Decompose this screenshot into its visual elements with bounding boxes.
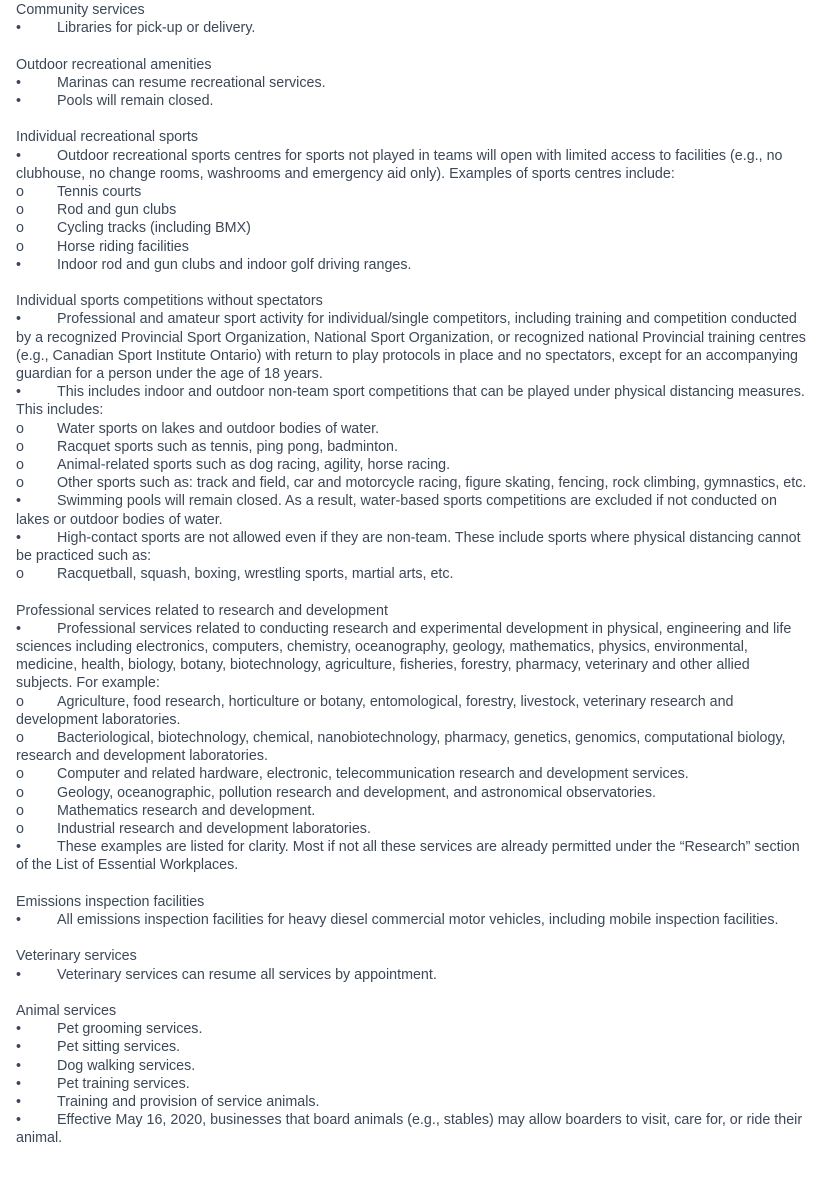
list-item-text: Rod and gun clubs: [57, 202, 177, 219]
list-item: [16, 1093, 809, 1111]
list-item: [16, 19, 809, 37]
list-item: [16, 74, 809, 92]
list-item: [16, 1057, 809, 1075]
bullet-icon: •: [16, 384, 22, 401]
list-item-text: Marinas can resume recreational services.: [57, 74, 326, 91]
section-heading: Emissions inspection facilities: [16, 893, 205, 910]
sub-list-item: [16, 802, 809, 820]
list-item-text: Professional services related to conducting research and experimental development in physical, engineering and life sciences including electronics, computers, chemistry, oceanography, geology, mathematics, physics, environmental, medicine, health, biology, botany, biotechnology, agriculture, fisheries, forestry, pharmacy, veterinary and other allied subjects. For example:: [16, 620, 792, 692]
section: [16, 602, 809, 875]
list-item: [16, 529, 809, 565]
sub-list-item: [16, 183, 809, 201]
circle-bullet-icon: o: [16, 784, 24, 801]
list-item-text: Agriculture, food research, horticulture or botany, entomological, forestry, livestock, veterinary research and development laboratories.: [16, 693, 734, 728]
bullet-icon: •: [16, 966, 22, 983]
circle-bullet-icon: o: [16, 420, 24, 437]
section: [16, 128, 809, 274]
sub-list-item: [16, 565, 809, 583]
list-item: [16, 838, 809, 874]
bullet-icon: •: [16, 912, 22, 929]
bullet-icon: •: [16, 1075, 22, 1092]
section-heading: Outdoor recreational amenities: [16, 56, 212, 73]
list-item-text: Animal-related sports such as dog racing, agility, horse racing.: [57, 457, 451, 474]
bullet-icon: •: [16, 311, 22, 328]
list-item-text: Pet grooming services.: [57, 1021, 203, 1038]
list-item-text: Racquetball, squash, boxing, wrestling sports, martial arts, etc.: [57, 566, 454, 583]
list-item-text: Professional and amateur sport activity for individual/single competitors, including training and competition conducted by a recognized Provincial Sport Organization, National Sport Organization, or recognized national Provincial training centres (e.g., Canadian Sport Institute Ontario) with return to play protocols in place and no spectators, except for an accompanying guardian for a person under the age of 18 years.: [16, 311, 806, 383]
bullet-icon: •: [16, 1112, 22, 1129]
sub-list-item: [16, 693, 809, 729]
list-item-text: Industrial research and development laboratories.: [57, 821, 371, 838]
bullet-icon: •: [16, 74, 22, 91]
list-item-text: Geology, oceanographic, pollution research and development, and astronomical observatories.: [57, 784, 656, 801]
section: [16, 292, 809, 583]
section-heading: Professional services related to research and development: [16, 602, 388, 619]
list-item-text: Dog walking services.: [57, 1057, 196, 1074]
list-item: [16, 1075, 809, 1093]
section-heading: Veterinary services: [16, 948, 137, 965]
circle-bullet-icon: o: [16, 730, 24, 747]
section-heading: Individual recreational sports: [16, 129, 198, 146]
list-item: [16, 1038, 809, 1056]
list-item: [16, 1020, 809, 1038]
list-item-text: Libraries for pick-up or delivery.: [57, 20, 256, 37]
sub-list-item: [16, 729, 809, 765]
bullet-icon: •: [16, 93, 22, 109]
circle-bullet-icon: o: [16, 184, 24, 200]
circle-bullet-icon: o: [16, 202, 24, 219]
circle-bullet-icon: o: [16, 821, 24, 838]
list-item-text: Water sports on lakes and outdoor bodies of water.: [57, 420, 380, 437]
circle-bullet-icon: o: [16, 238, 24, 255]
list-item-text: Computer and related hardware, electronic, telecommunication research and development services.: [57, 766, 689, 783]
list-item: [16, 310, 809, 383]
circle-bullet-icon: o: [16, 475, 24, 492]
circle-bullet-icon: o: [16, 566, 24, 583]
list-item-text: These examples are listed for clarity. Most if not all these services are already permitted under the “Research” section of the List of Essential Workplaces.: [16, 839, 800, 874]
bullet-icon: •: [16, 839, 22, 856]
list-item: [16, 1111, 809, 1147]
list-item: [16, 966, 809, 984]
list-item: [16, 256, 809, 274]
list-item-text: Horse riding facilities: [57, 238, 189, 255]
circle-bullet-icon: o: [16, 438, 24, 455]
section-heading: Individual sports competitions without spectators: [16, 293, 323, 310]
list-item-text: Veterinary services can resume all services by appointment.: [57, 966, 437, 983]
circle-bullet-icon: o: [16, 802, 24, 819]
bullet-icon: •: [16, 1039, 22, 1056]
list-item: [16, 620, 809, 693]
list-item-text: Outdoor recreational sports centres for sports not played in teams will open with limited access to facilities (e.g., no clubhouse, no change rooms, washrooms and emergency aid only). Examples of sports centres include:: [16, 147, 783, 182]
sub-list-item: [16, 238, 809, 256]
list-item: [16, 911, 809, 929]
list-item-text: Bacteriological, biotechnology, chemical, nanobiotechnology, pharmacy, genetics, genomics, computational biology, research and development laboratories.: [16, 730, 786, 765]
sub-list-item: [16, 765, 809, 783]
section-heading: Animal services: [16, 1003, 117, 1020]
circle-bullet-icon: o: [16, 457, 24, 474]
sub-list-item: [16, 820, 809, 838]
bullet-icon: •: [16, 256, 22, 273]
section: [16, 56, 809, 111]
section: [16, 947, 809, 983]
section-heading: Community services: [16, 2, 145, 18]
list-item-text: Training and provision of service animals.: [57, 1094, 320, 1111]
list-item-text: Pools will remain closed.: [57, 93, 214, 109]
list-item: [16, 147, 809, 183]
bullet-icon: •: [16, 1094, 22, 1111]
circle-bullet-icon: o: [16, 693, 24, 710]
list-item-text: Mathematics research and development.: [57, 802, 316, 819]
sub-list-item: [16, 420, 809, 438]
list-item-text: Racquet sports such as tennis, ping pong, badminton.: [57, 438, 398, 455]
bullet-icon: •: [16, 529, 22, 546]
list-item-text: Tennis courts: [57, 184, 142, 200]
list-item-text: Cycling tracks (including BMX): [57, 220, 251, 237]
list-item: [16, 92, 809, 110]
sub-list-item: [16, 456, 809, 474]
list-item-text: All emissions inspection facilities for heavy diesel commercial motor vehicles, including mobile inspection facilities.: [57, 912, 779, 929]
list-item-text: Pet training services.: [57, 1075, 190, 1092]
bullet-icon: •: [16, 620, 22, 637]
sub-list-item: [16, 219, 809, 237]
sub-list-item: [16, 438, 809, 456]
section: [16, 1, 809, 37]
list-item-text: Other sports such as: track and field, car and motorcycle racing, figure skating, fencing, rock climbing, gymnastics, etc.: [57, 475, 807, 492]
sub-list-item: [16, 784, 809, 802]
section: [16, 1002, 809, 1148]
bullet-icon: •: [16, 1057, 22, 1074]
list-item-text: Swimming pools will remain closed. As a result, water-based sports competitions are excluded if not conducted on lakes or outdoor bodies of water.: [16, 493, 777, 528]
list-item-text: Indoor rod and gun clubs and indoor golf driving ranges.: [57, 256, 412, 273]
bullet-icon: •: [16, 20, 22, 37]
circle-bullet-icon: o: [16, 766, 24, 783]
bullet-icon: •: [16, 493, 22, 510]
bullet-icon: •: [16, 147, 22, 164]
bullet-icon: •: [16, 1021, 22, 1038]
list-item: [16, 492, 809, 528]
circle-bullet-icon: o: [16, 220, 24, 237]
list-item-text: Effective May 16, 2020, businesses that board animals (e.g., stables) may allow boarders to visit, care for, or ride their animal.: [16, 1112, 803, 1147]
list-item-text: Pet sitting services.: [57, 1039, 181, 1056]
list-item-text: High-contact sports are not allowed even if they are non-team. These include sports where physical distancing cannot be practiced such as:: [16, 529, 801, 565]
sub-list-item: [16, 201, 809, 219]
list-item: [16, 383, 809, 419]
sub-list-item: [16, 474, 809, 492]
list-item-text: This includes indoor and outdoor non-team sport competitions that can be played under physical distancing measures. This includes:: [16, 384, 805, 419]
section: [16, 893, 809, 929]
